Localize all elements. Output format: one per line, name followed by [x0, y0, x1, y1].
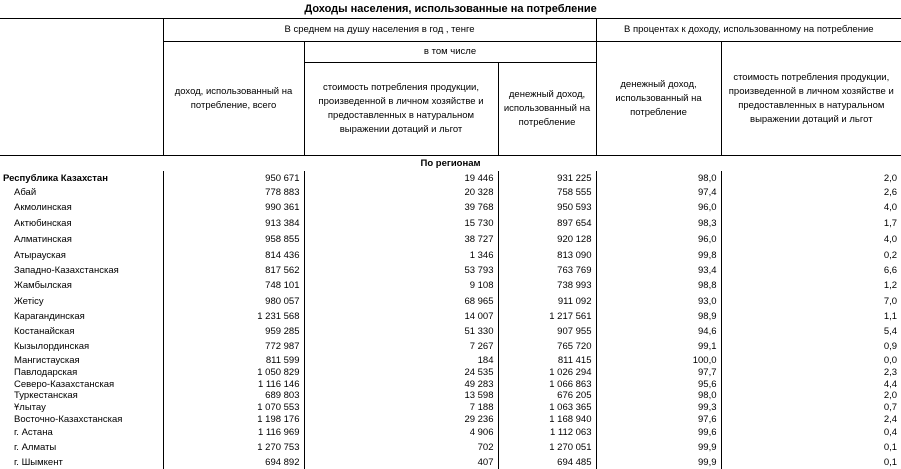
cell-c2: 49 283 — [304, 378, 498, 390]
cell-c4: 94,6 — [596, 324, 721, 339]
table-row — [0, 293, 901, 309]
cell-c5: 0,4 — [721, 425, 901, 440]
region-name: г. Алматы — [14, 442, 57, 453]
cell-c3: 676 205 — [498, 390, 596, 401]
cell-c3: 765 720 — [498, 339, 596, 354]
cell-c3: 1 112 063 — [498, 425, 596, 440]
cell-c1: 694 892 — [163, 455, 304, 469]
cell-c3: 1 217 561 — [498, 309, 596, 324]
cell-c5: 0,1 — [721, 455, 901, 469]
cell-c1: 980 057 — [163, 293, 304, 309]
cell-c2: 1 346 — [304, 247, 498, 263]
cell-c5: 0,7 — [721, 401, 901, 413]
table-row — [0, 232, 901, 247]
cell-c5: 4,0 — [721, 232, 901, 247]
region-name: Мангистауская — [14, 354, 80, 366]
header-col-money: денежный доход, использованный на потребление — [498, 63, 596, 156]
cell-c5: 1,1 — [721, 309, 901, 324]
region-name: Алматинская — [14, 234, 72, 245]
table-row — [0, 263, 901, 278]
cell-c4: 99,9 — [596, 455, 721, 469]
cell-c4: 96,0 — [596, 200, 721, 215]
cell-c5: 5,4 — [721, 324, 901, 339]
cell-c4: 98,8 — [596, 278, 721, 293]
table-row — [0, 200, 901, 215]
cell-c4: 97,4 — [596, 185, 721, 200]
cell-c5: 6,6 — [721, 263, 901, 278]
region-name: Жетісу — [14, 295, 44, 307]
cell-c1: 814 436 — [163, 247, 304, 263]
header-col-total: доход, использованный на потребление, всего — [163, 42, 304, 156]
region-name: Ұлытау — [14, 401, 46, 413]
cell-c5: 2,6 — [721, 185, 901, 200]
cell-c2: 51 330 — [304, 324, 498, 339]
cell-c2: 14 007 — [304, 309, 498, 324]
header-avg-group: В среднем на душу населения в год , тенге — [163, 19, 596, 42]
table-body — [0, 171, 901, 469]
table-row — [0, 309, 901, 324]
cell-c2: 184 — [304, 354, 498, 366]
cell-c4: 99,3 — [596, 401, 721, 413]
table-row — [0, 278, 901, 293]
region-name: Акмолинская — [14, 202, 72, 213]
header-col-inkind-pct: стоимость потребления продукции, произведенной в личном хозяйстве и предоставленных в натуральном выражении дотаций и льгот — [721, 42, 901, 156]
cell-c1: 1 116 146 — [163, 378, 304, 390]
cell-c2: 39 768 — [304, 200, 498, 215]
table-row — [0, 171, 901, 185]
region-name: Жамбылская — [14, 280, 72, 291]
cell-c3: 897 654 — [498, 215, 596, 232]
cell-c3: 931 225 — [498, 171, 596, 185]
cell-c4: 98,0 — [596, 390, 721, 401]
cell-c3: 811 415 — [498, 354, 596, 366]
cell-c5: 0,9 — [721, 339, 901, 354]
region-name: г. Астана — [14, 427, 53, 438]
cell-c4: 99,1 — [596, 339, 721, 354]
cell-c5: 0,2 — [721, 247, 901, 263]
cell-c5: 0,1 — [721, 440, 901, 455]
cell-c1: 772 987 — [163, 339, 304, 354]
cell-c4: 96,0 — [596, 232, 721, 247]
cell-c4: 97,6 — [596, 413, 721, 425]
group-label: По регионам — [0, 156, 901, 172]
cell-c3: 758 555 — [498, 185, 596, 200]
cell-c1: 1 116 969 — [163, 425, 304, 440]
cell-c3: 763 769 — [498, 263, 596, 278]
table-row — [0, 215, 901, 232]
cell-c1: 913 384 — [163, 215, 304, 232]
cell-c1: 958 855 — [163, 232, 304, 247]
cell-c1: 811 599 — [163, 354, 304, 366]
cell-c1: 748 101 — [163, 278, 304, 293]
cell-c2: 24 535 — [304, 366, 498, 378]
cell-c5: 4,4 — [721, 378, 901, 390]
region-name: Кызылординская — [14, 341, 90, 352]
cell-c3: 907 955 — [498, 324, 596, 339]
cell-c1: 1 270 753 — [163, 440, 304, 455]
region-name: Абай — [14, 187, 37, 198]
header-including: в том числе — [304, 42, 596, 63]
table-row — [0, 401, 901, 413]
cell-c4: 99,9 — [596, 440, 721, 455]
region-name: Актюбинская — [14, 218, 72, 229]
cell-c3: 738 993 — [498, 278, 596, 293]
cell-c3: 1 270 051 — [498, 440, 596, 455]
cell-c5: 1,7 — [721, 215, 901, 232]
cell-c4: 93,0 — [596, 293, 721, 309]
cell-c2: 7 267 — [304, 339, 498, 354]
cell-c1: 1 070 553 — [163, 401, 304, 413]
cell-c4: 99,8 — [596, 247, 721, 263]
region-name: Павлодарская — [14, 366, 78, 378]
table-row — [0, 390, 901, 401]
table-row — [0, 324, 901, 339]
header-col-inkind: стоимость потребления продукции, произведенной в личном хозяйстве и предоставленных в натуральном выражении дотаций и льгот — [304, 63, 498, 156]
cell-c4: 93,4 — [596, 263, 721, 278]
cell-c2: 53 793 — [304, 263, 498, 278]
cell-c3: 1 168 940 — [498, 413, 596, 425]
cell-c5: 2,3 — [721, 366, 901, 378]
cell-c5: 4,0 — [721, 200, 901, 215]
cell-c4: 100,0 — [596, 354, 721, 366]
cell-c1: 1 198 176 — [163, 413, 304, 425]
cell-c1: 1 050 829 — [163, 366, 304, 378]
region-name: Карагандинская — [14, 311, 85, 322]
cell-c4: 98,0 — [596, 171, 721, 185]
cell-c1: 817 562 — [163, 263, 304, 278]
cell-c4: 98,3 — [596, 215, 721, 232]
cell-c3: 694 485 — [498, 455, 596, 469]
region-name: Республика Казахстан — [3, 172, 108, 184]
region-name: Северо-Казахстанская — [14, 378, 115, 390]
cell-c1: 1 231 568 — [163, 309, 304, 324]
cell-c4: 95,6 — [596, 378, 721, 390]
cell-c2: 4 906 — [304, 425, 498, 440]
cell-c4: 98,9 — [596, 309, 721, 324]
cell-c3: 920 128 — [498, 232, 596, 247]
table-row — [0, 339, 901, 354]
table-row — [0, 366, 901, 378]
cell-c4: 97,7 — [596, 366, 721, 378]
region-name: Атырауская — [14, 249, 66, 261]
table-title: Доходы населения, использованные на потребление — [0, 0, 901, 19]
cell-c2: 68 965 — [304, 293, 498, 309]
header-pct-group: В процентах к доходу, использованному на потребление — [596, 19, 901, 42]
region-name: Восточно-Казахстанская — [14, 413, 123, 425]
table-row — [0, 185, 901, 200]
cell-c4: 99,6 — [596, 425, 721, 440]
cell-c3: 1 063 365 — [498, 401, 596, 413]
cell-c5: 7,0 — [721, 293, 901, 309]
cell-c1: 959 285 — [163, 324, 304, 339]
cell-c3: 1 026 294 — [498, 366, 596, 378]
cell-c5: 2,4 — [721, 413, 901, 425]
region-name: г. Шымкент — [14, 456, 63, 468]
table-row — [0, 378, 901, 390]
table-row — [0, 440, 901, 455]
cell-c2: 7 188 — [304, 401, 498, 413]
cell-c3: 911 092 — [498, 293, 596, 309]
region-name: Туркестанская — [14, 390, 78, 401]
table-row — [0, 354, 901, 366]
cell-c2: 19 446 — [304, 171, 498, 185]
cell-c5: 0,0 — [721, 354, 901, 366]
table-row — [0, 247, 901, 263]
table-row — [0, 413, 901, 425]
cell-c5: 1,2 — [721, 278, 901, 293]
cell-c2: 13 598 — [304, 390, 498, 401]
cell-c2: 9 108 — [304, 278, 498, 293]
cell-c3: 813 090 — [498, 247, 596, 263]
cell-c1: 778 883 — [163, 185, 304, 200]
row-label-header — [0, 19, 163, 156]
cell-c2: 702 — [304, 440, 498, 455]
cell-c1: 689 803 — [163, 390, 304, 401]
cell-c2: 407 — [304, 455, 498, 469]
cell-c2: 20 328 — [304, 185, 498, 200]
table-row — [0, 455, 901, 469]
region-name: Костанайская — [14, 326, 75, 337]
cell-c1: 990 361 — [163, 200, 304, 215]
table-row — [0, 425, 901, 440]
cell-c5: 2,0 — [721, 171, 901, 185]
cell-c2: 29 236 — [304, 413, 498, 425]
header-col-money-pct: денежный доход, использованный на потребление — [596, 42, 721, 156]
cell-c1: 950 671 — [163, 171, 304, 185]
cell-c3: 1 066 863 — [498, 378, 596, 390]
cell-c2: 15 730 — [304, 215, 498, 232]
region-name: Западно-Казахстанская — [14, 265, 119, 276]
cell-c5: 2,0 — [721, 390, 901, 401]
cell-c3: 950 593 — [498, 200, 596, 215]
cell-c2: 38 727 — [304, 232, 498, 247]
